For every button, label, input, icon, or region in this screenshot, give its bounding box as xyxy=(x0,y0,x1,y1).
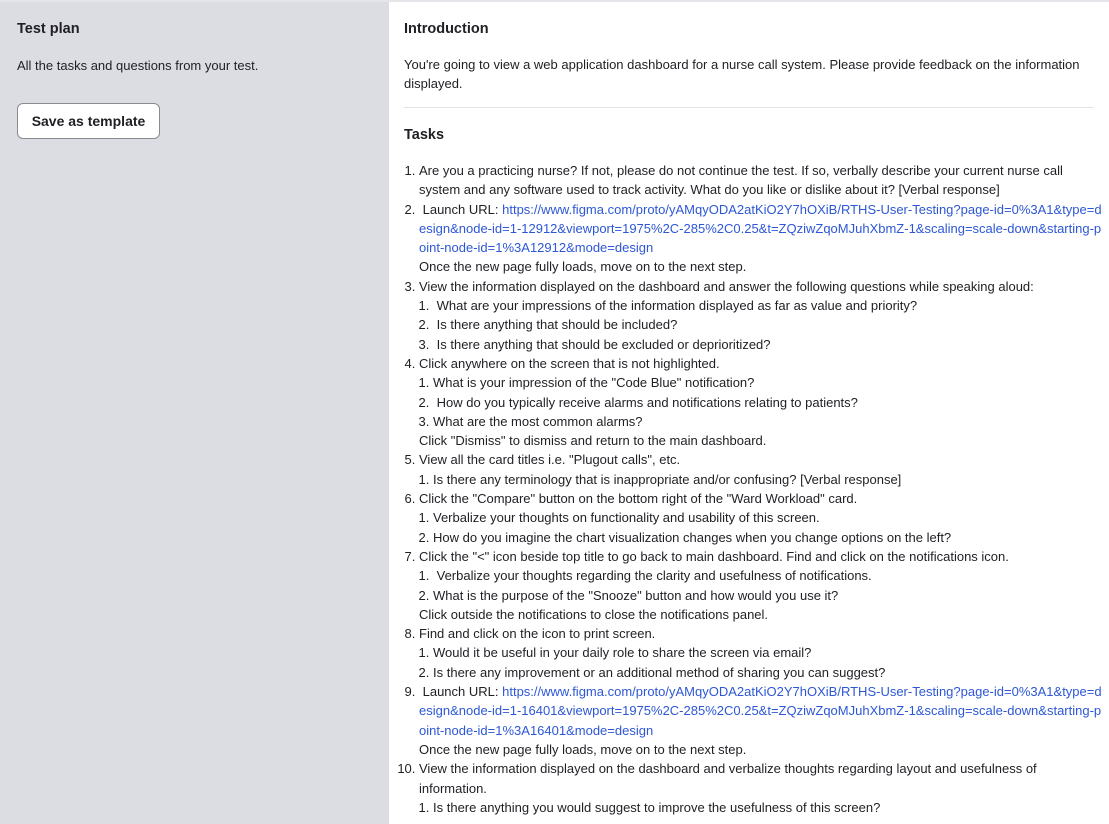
subquestion-item: 2. What is the purpose of the "Snooze" button and how would you use it? xyxy=(433,586,1103,605)
task-item xyxy=(419,161,1103,200)
subquestion-item: 3. What are the most common alarms? xyxy=(433,412,1103,431)
subquestion-item: 2. How do you typically receive alarms and notifications relating to patients? xyxy=(433,393,1103,412)
subquestion-item: 1. What are your impressions of the information displayed as far as value and priority? xyxy=(433,296,1103,315)
subquestion-item: 1. What is your impression of the "Code Blue" notification? xyxy=(433,373,1103,392)
sidebar-description: All the tasks and questions from your test. xyxy=(17,58,259,73)
task-note: Once the new page fully loads, move on to the next step. xyxy=(419,259,747,275)
test-plan-content xyxy=(390,2,1109,824)
task-list xyxy=(404,161,1103,817)
subquestion-item: 1. Is there any terminology that is inappropriate and/or confusing? [Verbal response] xyxy=(433,470,1103,489)
task-launch-label: Launch URL: xyxy=(419,201,503,217)
task-subquestions xyxy=(419,296,1103,354)
introduction-text: You're going to view a web application dashboard for a nurse call system. Please provide feedback on the information displayed. xyxy=(404,57,1080,92)
task-text: View the information displayed on the dashboard and answer the following questions while speaking aloud: xyxy=(419,278,1034,294)
task-note: Click outside the notifications to close the notifications panel. xyxy=(419,606,769,622)
task-item xyxy=(419,354,1103,450)
save-as-template-button[interactable]: Save as template xyxy=(17,103,160,139)
launch-url-link[interactable]: https://www.figma.com/proto/yAMqyODA2atKiO2Y7hOXiB/RTHS-User-Testing?page-id=0%3A1&type=design&node-id=1-12912&viewport=1975%2C-285%2C0.25&t=ZQziwZqoMJuhXbmZ-1&scaling=scale-down&starting-point-node-id=1%3A12912&mode=design xyxy=(419,201,1102,256)
task-item xyxy=(419,624,1103,682)
subquestion-item: 2. How do you imagine the chart visualization changes when you change options on the left? xyxy=(433,528,1103,547)
task-item xyxy=(419,547,1103,624)
introduction-heading: Introduction xyxy=(404,21,489,37)
task-text: Click the "<" icon beside top title to go back to main dashboard. Find and click on the notifications icon. xyxy=(419,548,1009,564)
task-subquestions xyxy=(419,373,1103,431)
subquestion-item: 1. Verbalize your thoughts regarding the clarity and usefulness of notifications. xyxy=(433,566,1103,585)
task-subquestions xyxy=(419,798,1103,817)
task-launch-label: Launch URL: xyxy=(419,684,503,700)
task-item xyxy=(419,759,1103,817)
task-text: View all the card titles i.e. "Plugout calls", etc. xyxy=(419,452,681,468)
task-text: Click the "Compare" button on the bottom right of the "Ward Workload" card. xyxy=(419,491,858,507)
task-item xyxy=(419,277,1103,354)
subquestion-item: 2. Is there any improvement or an additional method of sharing you can suggest? xyxy=(433,663,1103,682)
subquestion-item: 1. Is there anything you would suggest to improve the usefulness of this screen? xyxy=(433,798,1103,817)
task-item xyxy=(419,489,1103,547)
task-item xyxy=(419,200,1103,277)
task-item xyxy=(419,450,1103,489)
task-text: Click anywhere on the screen that is not highlighted. xyxy=(419,355,720,371)
sidebar xyxy=(0,2,389,824)
section-divider xyxy=(404,107,1094,108)
task-note: Click "Dismiss" to dismiss and return to the main dashboard. xyxy=(419,433,767,449)
task-subquestions xyxy=(419,643,1103,682)
sidebar-title: Test plan xyxy=(17,21,80,37)
task-item xyxy=(419,682,1103,759)
task-text: Are you a practicing nurse? If not, please do not continue the test. If so, verbally describe your current nurse call system and any software used to track activity. What do you like or dislike about it? [Verbal response] xyxy=(419,163,1063,198)
task-subquestions xyxy=(419,566,1103,605)
subquestion-item: 1. Verbalize your thoughts on functionality and usability of this screen. xyxy=(433,508,1103,527)
tasks-heading: Tasks xyxy=(404,127,445,143)
subquestion-item: 2. Is there anything that should be included? xyxy=(433,315,1103,334)
subquestion-item: 1. Would it be useful in your daily role to share the screen via email? xyxy=(433,643,1103,662)
task-subquestions xyxy=(419,508,1103,547)
task-subquestions xyxy=(419,470,1103,489)
task-text: View the information displayed on the dashboard and verbalize thoughts regarding layout and usefulness of information. xyxy=(419,761,1037,796)
subquestion-item: 3. Is there anything that should be excluded or deprioritized? xyxy=(433,335,1103,354)
launch-url-link[interactable]: https://www.figma.com/proto/yAMqyODA2atKiO2Y7hOXiB/RTHS-User-Testing?page-id=0%3A1&type=design&node-id=1-16401&viewport=1975%2C-285%2C0.25&t=ZQziwZqoMJuhXbmZ-1&scaling=scale-down&starting-point-node-id=1%3A16401&mode=design xyxy=(419,684,1102,738)
task-text: Find and click on the icon to print screen. xyxy=(419,626,656,642)
task-note: Once the new page fully loads, move on to the next step. xyxy=(419,741,747,757)
